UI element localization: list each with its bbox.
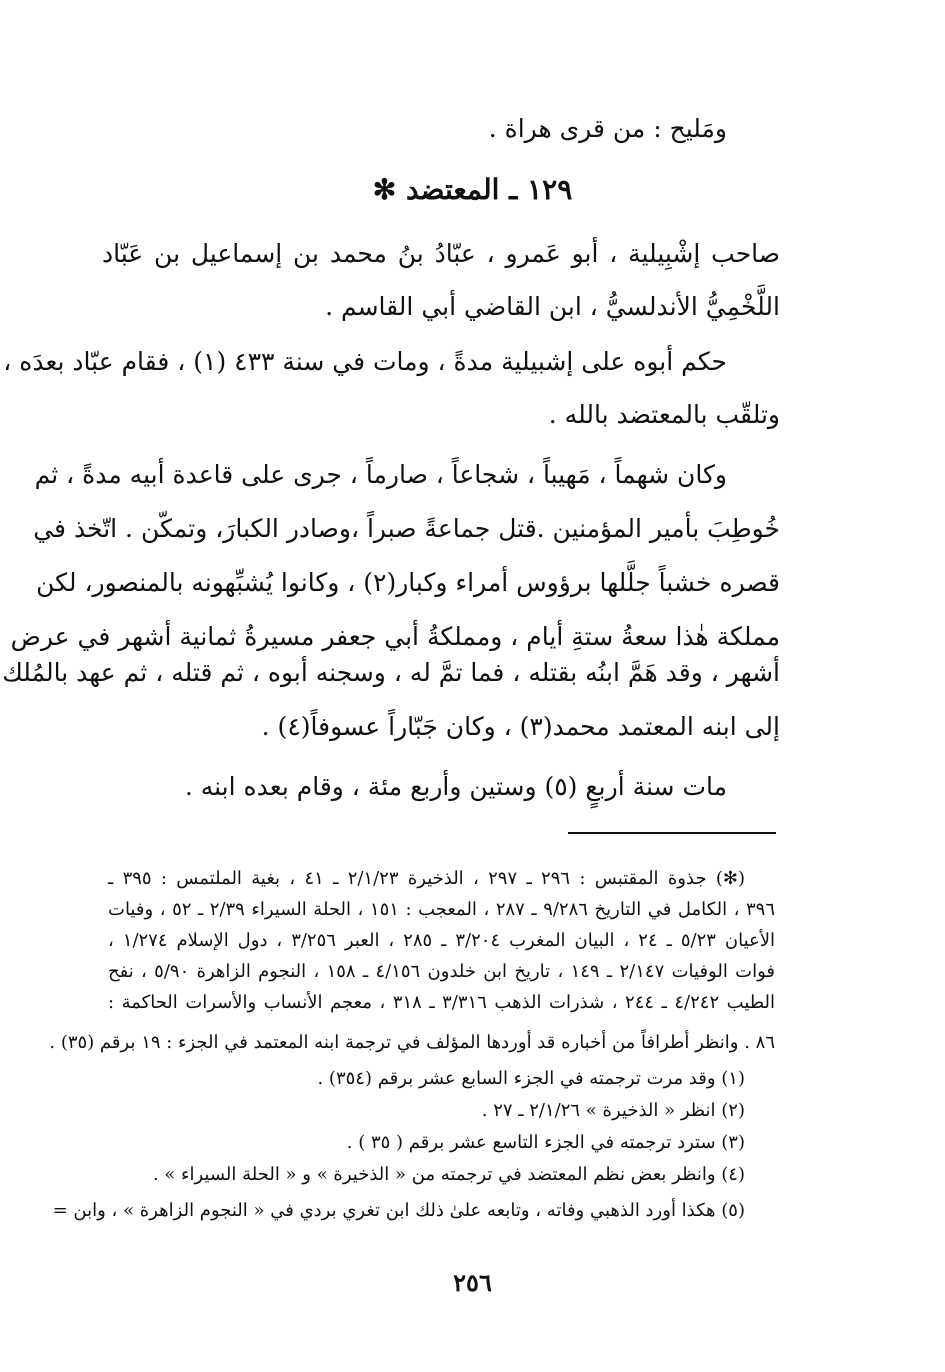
footnote-line-2: ٣٩٦ ، الكامل في التاريخ ٩/٢٨٦ ـ ٢٨٧ ، المعجب : ١٥١ ، الحلة السيراء ٢/٣٩ ـ ٥٢ ، وفيات <box>108 899 775 920</box>
footnote-5: (٥) هكذا أورد الذهبي وفاته ، وتابعه علىٰ ذلك ابن تغري بردي في « النجوم الزاهرة » ، وابن = <box>52 1200 745 1221</box>
footnote-line-3: الأعيان ٥/٢٣ ـ ٢٤ ، البيان المغرب ٣/٢٠٤ ـ ٢٨٥ ، العبر ٣/٢٥٦ ، دول الإسلام ١/٢٧٤ ، <box>108 930 776 951</box>
body-line-2: اللَّخْمِيُّ الأندلسيُّ ، ابن القاضي أبي القاسم . <box>325 292 780 321</box>
footnote-separator <box>568 832 776 834</box>
footnote-1: (١) وقد مرت ترجمته في الجزء السابع عشر برقم (٣٥٤) . <box>317 1068 745 1089</box>
body-line-4: وتلقّب بالمعتضد بالله . <box>548 400 780 429</box>
footnote-line-6: ٨٦ . وانظر أطرافاً من أخباره قد أوردها المؤلف في ترجمة ابنه المعتمد في الجزء : ١٩ برقم (٣٥) . <box>49 1032 775 1053</box>
footnote-3: (٣) سترد ترجمته في الجزء التاسع عشر برقم ( ٣٥ ) . <box>346 1132 745 1153</box>
footnote-line-5: الطيب ٤/٢٤٢ ـ ٢٤٤ ، شذرات الذهب ٣/٣١٦ ـ ٣١٨ ، معجم الأنساب والأسرات الحاكمة : <box>108 992 775 1013</box>
footnote-2: (٢) انظر « الذخيرة » ٢/١/٢٦ ـ ٢٧ . <box>481 1100 745 1121</box>
body-line-5: وكان شهماً ، مَهيباً ، شجاعاً ، صارماً ، جرى على قاعدة أبيه مدةً ، ثم <box>34 460 727 489</box>
body-line-11: مات سنة أربعٍ (٥) وستين وأربع مئة ، وقام بعده ابنه . <box>184 772 727 801</box>
page-number: ٢٥٦ <box>453 1268 492 1297</box>
body-line-10: إلى ابنه المعتمد محمد(٣) ، وكان جَبّاراً عسوفاً(٤) . <box>261 712 780 741</box>
body-line-8: مملكة هٰذا سعةُ ستةِ أيام ، ومملكةُ أبي جعفر مسيرةُ ثمانية أشهر في عرض <box>10 622 780 651</box>
footnote-4: (٤) وانظر بعض نظم المعتضد في ترجمته من « الذخيرة » و « الحلة السيراء » . <box>152 1164 745 1185</box>
body-line-3: حكم أبوه على إشبيلية مدةً ، ومات في سنة ٤٣٣ (١) ، فقام عبّاد بعدَه ، <box>3 347 727 376</box>
footnote-line-1: (✻) جذوة المقتبس : ٢٩٦ ـ ٢٩٧ ، الذخيرة ٢/١/٢٣ ـ ٤١ ، بغية الملتمس : ٣٩٥ ـ <box>108 868 746 889</box>
body-line-1: صاحب إشْبِيلية ، أبو عَمرو ، عبّادُ بنُ محمد بن إسماعيل بن عَبّاد <box>102 239 780 268</box>
footnote-line-4: فوات الوفيات ٢/١٤٧ ـ ١٤٩ ، تاريخ ابن خلدون ٤/١٥٦ ـ ١٥٨ ، النجوم الزاهرة ٥/٩٠ ، نفح <box>108 961 775 982</box>
body-line-9: أشهر ، وقد هَمَّ ابنُه بقتله ، فما تمَّ له ، وسجنه أبوه ، ثم قتله ، ثم عهد بالمُلك <box>2 658 780 687</box>
body-line-6: خُوطِبَ بأمير المؤمنين .قتل جماعةً صبراً ،وصادر الكبارَ، وتمكّن . اتّخذ في <box>33 514 780 543</box>
intro-line: ومَليح : من قرى هراة . <box>488 114 727 143</box>
body-line-7: قصره خشباً جلَّلها برؤوس أمراء وكبار(٢) ، وكانوا يُشبِّهونه بالمنصور، لكن <box>36 568 780 597</box>
entry-heading: ١٢٩ ـ المعتضد ✻ <box>372 173 573 206</box>
